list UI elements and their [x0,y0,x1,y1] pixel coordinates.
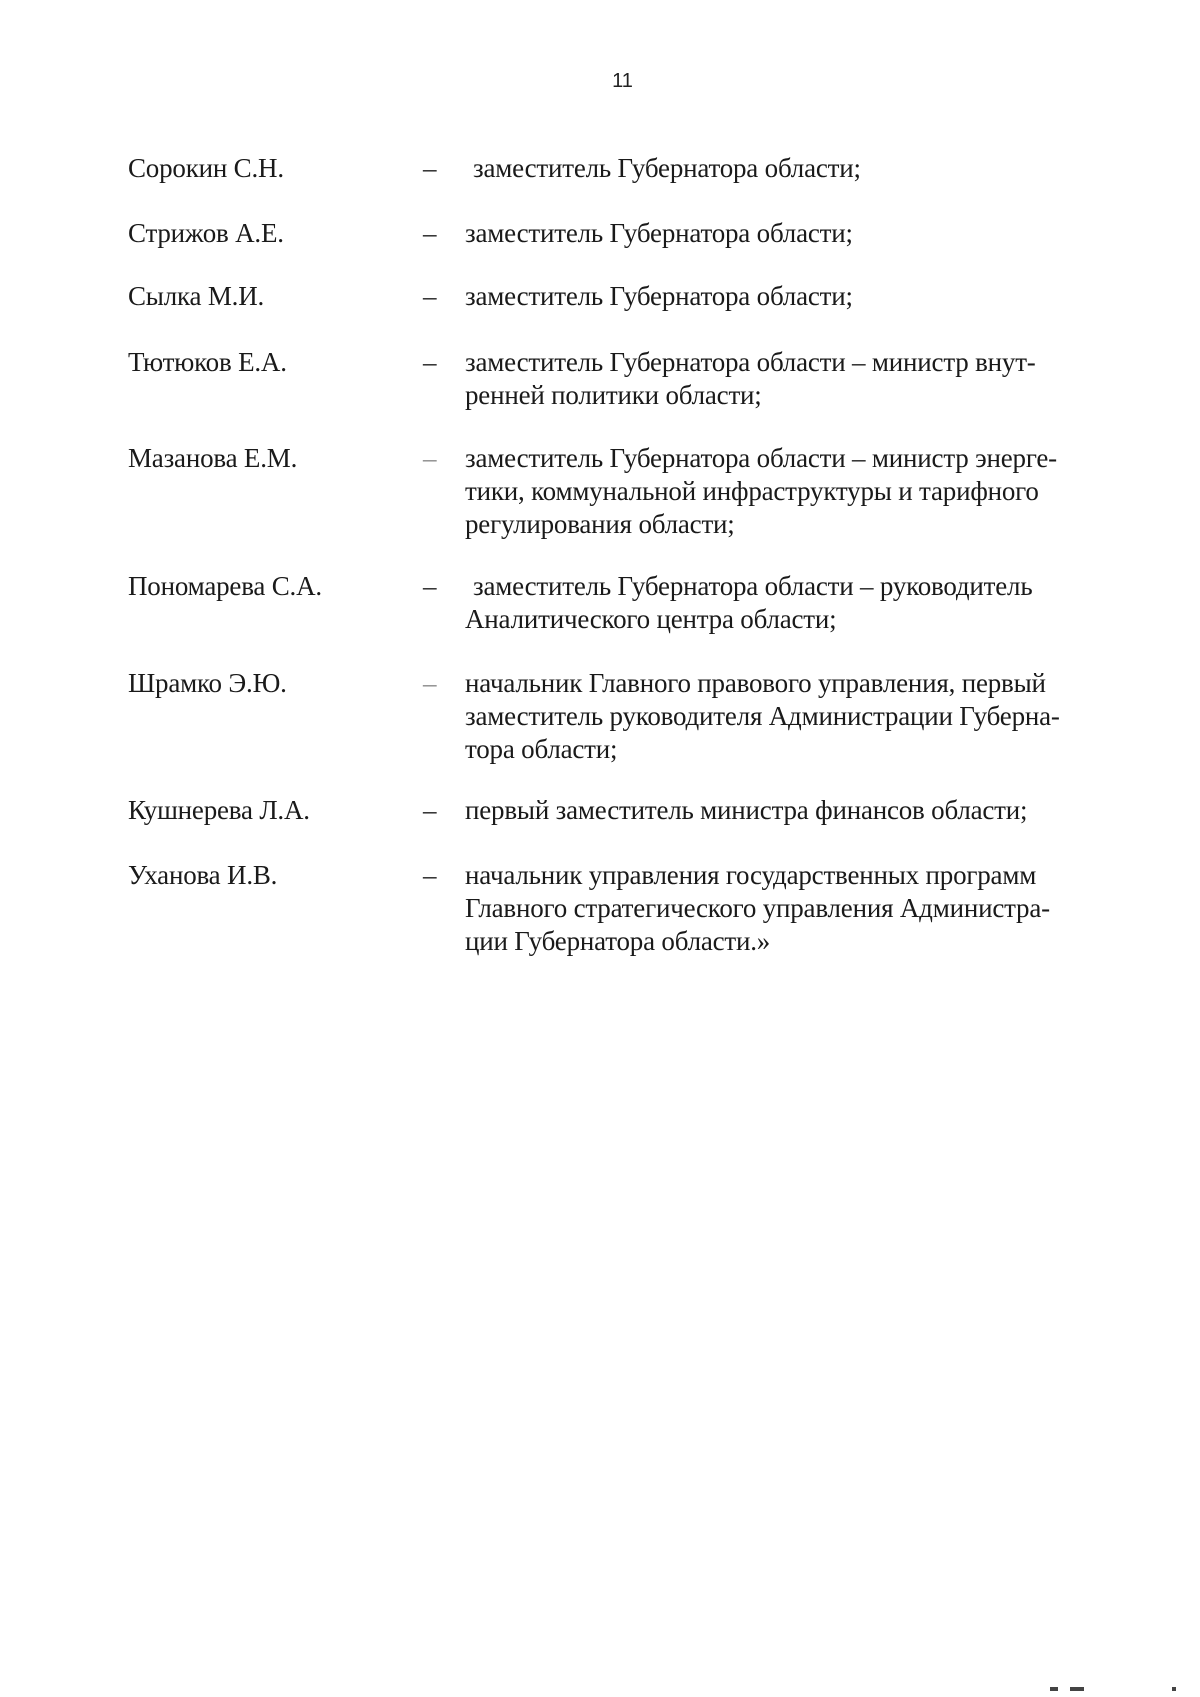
role-line: заместитель руководителя Администрации Губерна- [465,701,1060,731]
role-line: тики, коммунальной инфраструктуры и тарифного [465,476,1039,506]
list-item [128,346,1105,412]
scan-artifact [1070,1687,1084,1691]
member-role [465,346,1105,412]
member-name: Сорокин С.Н. [128,153,284,183]
page-number: 11 [612,70,633,92]
member-name: Уханова И.В. [128,860,278,890]
member-name: Кушнерева Л.А. [128,795,310,825]
dash-separator: – [423,571,437,601]
member-role [465,152,1105,185]
list-item [128,794,1105,827]
member-name: Шрамко Э.Ю. [128,668,287,698]
list-item [128,280,1105,313]
dash-separator: – [423,153,437,183]
scan-artifact [1172,1687,1176,1691]
list-item [128,570,1105,636]
dash-separator: – [423,218,437,248]
role-line: Аналитического центра области; [465,604,837,634]
role-line: начальник Главного правового управления, первый [465,668,1046,698]
dash-separator: – [423,443,437,473]
role-line: заместитель Губернатора области; [473,153,861,183]
member-role [465,217,1105,250]
member-role [465,442,1105,541]
list-item [128,442,1105,541]
role-line: регулирования области; [465,509,735,539]
scan-artifact [1050,1687,1058,1691]
dash-separator: – [423,860,437,890]
role-line: заместитель Губернатора области; [465,218,853,248]
role-line: тора области; [465,734,618,764]
member-role [465,794,1105,827]
list-item [128,859,1105,958]
dash-separator: – [423,795,437,825]
role-line: первый заместитель министра финансов области; [465,795,1028,825]
member-name: Тютюков Е.А. [128,347,287,377]
role-line: заместитель Губернатора области – министр энерге- [465,443,1057,473]
role-line: ренней политики области; [465,380,762,410]
member-role [465,280,1105,313]
role-line: заместитель Губернатора области – руководитель [473,571,1033,601]
role-line: Главного стратегического управления Администра- [465,893,1050,923]
dash-separator: – [423,347,437,377]
member-role [465,859,1105,958]
member-role [465,570,1105,636]
member-role [465,667,1105,766]
list-item [128,152,1105,185]
list-item [128,217,1105,250]
role-line: заместитель Губернатора области – министр внут- [465,347,1036,377]
member-name: Сылка М.И. [128,281,265,311]
dash-separator: – [423,281,437,311]
role-line: начальник управления государственных программ [465,860,1037,890]
member-name: Мазанова Е.М. [128,443,298,473]
member-name: Стрижов А.Е. [128,218,284,248]
member-name: Пономарева С.А. [128,571,322,601]
list-item [128,667,1105,766]
role-line: ции Губернатора области.» [465,926,771,956]
role-line: заместитель Губернатора области; [465,281,853,311]
dash-separator: – [423,668,437,698]
